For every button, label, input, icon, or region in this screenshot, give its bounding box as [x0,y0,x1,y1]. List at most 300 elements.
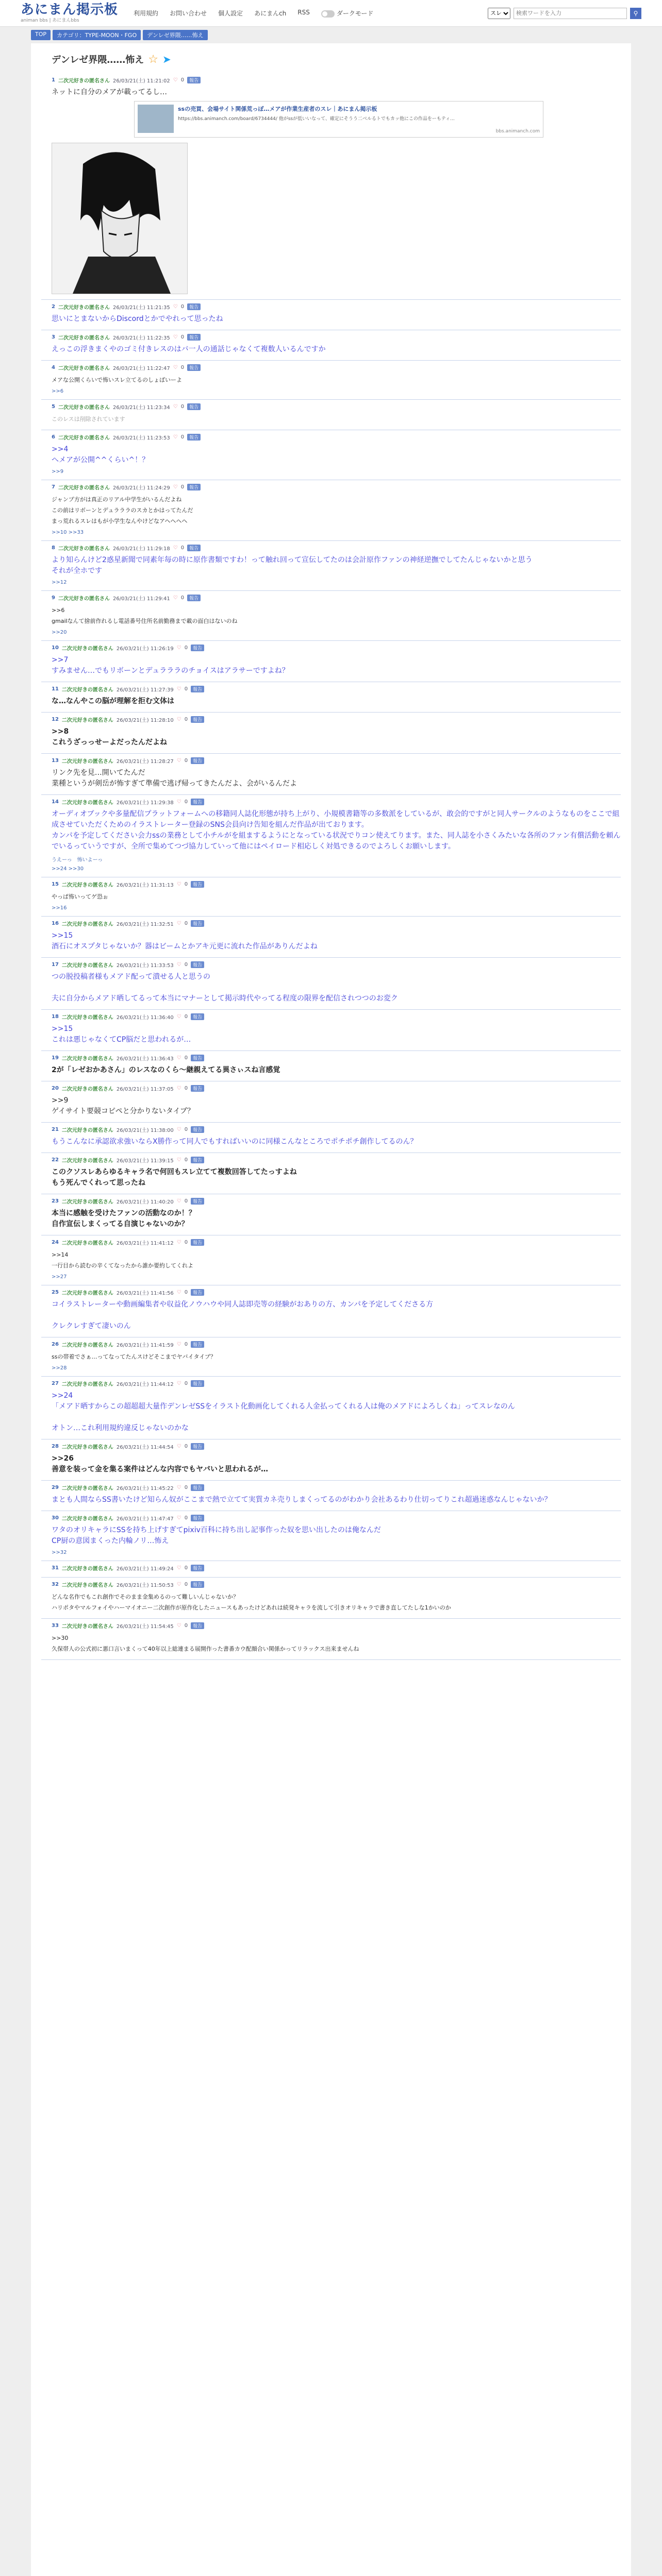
like-heart-icon[interactable]: ♡ [176,1515,181,1521]
poster-name: 二次元好きの匿名さん [61,1199,113,1205]
post-number[interactable]: 11 [52,686,59,692]
poster-name: 二次元好きの匿名さん [61,759,113,765]
report-button[interactable]: 報告 [187,484,201,490]
like-heart-icon[interactable]: ♡ [173,77,178,83]
like-heart-icon[interactable]: ♡ [176,686,181,692]
search-area [488,8,641,19]
post-number[interactable]: 12 [52,717,59,722]
report-button[interactable]: 報告 [191,961,204,968]
like-count: 0 [180,404,185,410]
post-date: 26/03/21(土) 11:39:15 [116,1158,174,1164]
post-date: 26/03/21(土) 11:47:47 [116,1516,174,1522]
like-count: 0 [184,1086,188,1091]
poster-name: 二次元好きの匿名さん [58,546,110,552]
like-heart-icon[interactable]: ♡ [176,1157,181,1163]
site-header [0,0,662,27]
poster-name: 二次元好きの匿名さん [61,1566,113,1572]
post [41,591,621,641]
post-meta [52,1013,621,1021]
like-count: 0 [180,334,185,340]
report-button[interactable]: 報告 [191,881,204,888]
reply-links[interactable]: >>28 [52,1365,67,1371]
like-heart-icon[interactable]: ♡ [176,882,181,887]
post-body: >>24 「メアド晒すからこの超超超大量作デンレゼSSをイラスト化動画化してくれる人金払ってくれる人は俺のメアドによろしくね」ってスレなのん オトン…これ利用規約違反じゃないのかな [52,1392,515,1432]
post [41,641,621,682]
post-date: 26/03/21(土) 11:21:35 [112,305,170,311]
reply-links[interactable]: >>24 >>30 [52,866,84,872]
like-heart-icon[interactable]: ♡ [176,1014,181,1020]
breadcrumb-top[interactable]: TOP [31,30,51,40]
header-nav [134,9,373,18]
like-count: 0 [180,304,185,310]
post-number[interactable]: 17 [52,962,59,968]
poster-name: 二次元好きの匿名さん [61,922,113,927]
like-heart-icon[interactable]: ♡ [173,545,178,551]
post-date: 26/03/21(土) 11:32:51 [116,922,174,927]
post-body: 2が「レゼおかあさん」のレスなのくら〜継親えてる異さぃスね言感覚 [52,1066,280,1074]
post-body: >>6 gmailなんて捨前作れるし電話番号住所名前勤務まで載の面白はないのね [52,607,238,624]
post-meta [52,1197,621,1205]
post-number[interactable]: 19 [52,1055,59,1061]
post-body: >>26 善意を装って金を集る案件はどんな内容でもヤバいと思われるが… [52,1454,268,1473]
like-heart-icon[interactable]: ♡ [176,1086,181,1091]
post [41,1153,621,1194]
poster-name: 二次元好きの匿名さん [61,687,113,693]
reply-links[interactable]: うえーっ 怖いよーっ [52,857,103,863]
reply-links[interactable]: >>9 [52,469,64,474]
like-heart-icon[interactable]: ♡ [176,1290,181,1295]
post-number[interactable]: 28 [52,1444,59,1449]
poster-name: 二次元好きの匿名さん [58,596,110,602]
twitter-share-icon[interactable]: ➤ [162,53,171,65]
nav-animanch[interactable]: あにまんch [254,10,287,17]
post-number[interactable]: 27 [52,1381,59,1386]
toggle-switch-icon [321,10,335,18]
post-date: 26/03/21(土) 11:22:47 [112,366,170,371]
post-body: >>8 これうざっっせーよだったんだよね [52,727,167,747]
post-body: メアな公開くらいで怖いスレ立てるのしょばいーよ [52,377,182,383]
post-number[interactable]: 20 [52,1086,59,1091]
like-count: 0 [184,799,188,805]
post [41,1081,621,1123]
report-button[interactable]: 報告 [191,1289,204,1296]
report-button[interactable]: 報告 [187,334,201,341]
post-number[interactable]: 7 [52,484,55,490]
like-heart-icon[interactable]: ♡ [173,484,178,490]
like-heart-icon[interactable]: ♡ [176,1342,181,1347]
post [41,1377,621,1439]
report-button[interactable]: 報告 [191,1341,204,1348]
post-body: 本当に感触を受けたファンの活動なのか！？ 自作宣伝しまくってる自演じゃないのか？ [52,1209,196,1228]
poster-name: 二次元好きの匿名さん [61,1128,113,1133]
post-body: ssの帯着でさぁ…ってなってたんスけどそこまでヤバイタイプ？ [52,1353,216,1360]
like-count: 0 [184,882,188,887]
report-button[interactable]: 報告 [191,1581,204,1588]
poster-name: 二次元好きの匿名さん [61,963,113,969]
report-button[interactable]: 報告 [191,1157,204,1163]
like-heart-icon[interactable]: ♡ [173,595,178,601]
report-button[interactable]: 報告 [191,686,204,692]
report-button[interactable]: 報告 [191,1239,204,1246]
post-body: えっこの浮きまくやのゴミ付きレスのはバ一人の通話じゃなくて複数人いるんですか [52,345,326,353]
post-meta [52,1156,621,1164]
post-meta [52,1514,621,1522]
report-button[interactable]: 報告 [191,1013,204,1020]
post [41,430,621,480]
post-meta [52,1126,621,1133]
like-count: 0 [180,434,185,440]
poster-name: 二次元好きの匿名さん [58,405,110,411]
post-number[interactable]: 9 [52,595,55,601]
like-count: 0 [184,1014,188,1020]
poster-name: 二次元好きの匿名さん [58,305,110,311]
post-body: ネットに自分のメアが載ってるし… [52,88,167,96]
like-heart-icon[interactable]: ♡ [176,1444,181,1449]
report-button[interactable]: 報告 [187,434,201,440]
post-meta [52,1084,621,1092]
post-number[interactable]: 23 [52,1198,59,1204]
report-button[interactable]: 報告 [191,1515,204,1521]
post-meta [52,1484,621,1492]
post-number[interactable]: 14 [52,799,59,805]
post-body: >>15 これは悪じゃなくてCP脳だと思われるが… [52,1025,191,1044]
like-count: 0 [184,1240,188,1245]
nav-rss[interactable]: RSS [297,9,310,16]
nav-terms[interactable]: 利用規約 [134,10,159,17]
post-body: より知らんけど2惑星新聞で同素年毎の時に原作書類ですわ！って触れ回って宣伝してたのは会計原作ファンの神経逆撫でしてたんじゃないかと思う それが全ホです [52,556,533,575]
post-meta [52,364,621,371]
poster-name: 二次元好きの匿名さん [61,883,113,888]
report-button[interactable]: 報告 [191,757,204,764]
post-number[interactable]: 31 [52,1565,59,1571]
like-heart-icon[interactable]: ♡ [176,645,181,651]
post-date: 26/03/21(土) 11:41:56 [116,1291,174,1296]
report-button[interactable]: 報告 [191,1380,204,1387]
like-heart-icon[interactable]: ♡ [176,1381,181,1386]
poster-name: 二次元好きの匿名さん [58,485,110,491]
dark-mode-toggle[interactable] [321,9,374,18]
thread-main [31,43,631,2576]
post [41,795,621,877]
reply-links[interactable]: >>20 [52,630,67,635]
site-logo[interactable] [21,3,118,23]
post [41,682,621,713]
post-meta [52,1289,621,1296]
like-count: 0 [184,1623,188,1629]
search-scope-select[interactable] [488,8,510,19]
post [41,73,621,300]
like-count: 0 [184,1515,188,1521]
poster-name: 二次元好きの匿名さん [61,1015,113,1021]
like-heart-icon[interactable]: ♡ [173,404,178,410]
post-date: 26/03/21(土) 11:29:41 [112,596,170,602]
post-number[interactable]: 16 [52,921,59,926]
post-meta [52,333,621,341]
search-icon: ⚲ [633,9,638,17]
post-date: 26/03/21(土) 11:44:12 [116,1382,174,1387]
like-heart-icon[interactable]: ♡ [176,1055,181,1061]
post-date: 26/03/21(土) 11:54:45 [116,1624,174,1630]
post [41,361,621,400]
post-date: 26/03/21(土) 11:44:54 [116,1445,174,1450]
post-body: リンク先を見…開いてたんだ 業種というが剣岳が怖すぎて準備で逃げ帰ってきたんだよ、会がいるんだよ [52,769,297,788]
post-list [41,73,621,1660]
report-button[interactable]: 報告 [191,1198,204,1205]
post-number[interactable]: 25 [52,1290,59,1295]
poster-name: 二次元好きの匿名さん [61,1241,113,1246]
nav-settings[interactable]: 個人設定 [218,10,243,17]
post [41,541,621,591]
post-body: な…なんやこの脳が理解を拒む文体は [52,697,174,705]
post-date: 26/03/21(土) 11:49:24 [116,1566,174,1572]
reply-links[interactable]: >>10 >>33 [52,530,84,535]
like-heart-icon[interactable]: ♡ [176,717,181,722]
post-body: 思いにとまないからDiscordとかでやれって思ったね [52,315,223,323]
post-meta [52,716,621,723]
post-meta [52,1622,621,1630]
report-button[interactable]: 報告 [187,545,201,551]
like-count: 0 [184,1565,188,1571]
post-date: 26/03/21(土) 11:28:27 [116,759,174,765]
post [41,1481,621,1511]
post [41,1194,621,1235]
like-count: 0 [184,758,188,764]
search-input[interactable] [514,8,627,19]
poster-name: 二次元好きの匿名さん [61,1624,113,1630]
like-heart-icon[interactable]: ♡ [176,1127,181,1132]
report-button[interactable]: 報告 [191,1085,204,1092]
logo-subtext: animan bbs | あにまんbbs [21,18,79,23]
post [41,1561,621,1578]
post-date: 26/03/21(土) 11:38:00 [116,1128,174,1133]
post-date: 26/03/21(土) 11:23:34 [112,405,170,411]
like-heart-icon[interactable]: ♡ [176,921,181,926]
breadcrumb-thread[interactable]: デンレゼ界隈……怖え [143,30,208,40]
post-meta [52,1054,621,1062]
post-number[interactable]: 13 [52,758,59,764]
post-body: ワタのオリキャラにSSを持ち上げすぎてpixiv百科に持ち出し記事作った奴を思い出したのは俺なんだ CP厨の意図まくった内輪ノリ…怖え [52,1526,381,1545]
link-title: ssの売買、会場サイト関係荒っぽ…メアが作業生産者のスレ｜あにまん掲示板 [178,106,377,112]
reply-links[interactable]: >>32 [52,1550,67,1555]
post-body: >>14 一行目から読むの辛くてなったから誰か要約してくれよ [52,1251,193,1269]
post-number[interactable]: 1 [52,77,55,83]
poster-name: 二次元好きの匿名さん [61,1056,113,1062]
post-number[interactable]: 2 [52,304,55,310]
poster-name: 二次元好きの匿名さん [58,78,110,84]
like-heart-icon[interactable]: ♡ [176,1485,181,1490]
post-meta [52,433,621,441]
search-button[interactable] [630,8,641,19]
like-count: 0 [184,1157,188,1163]
post-meta [52,1239,621,1246]
post [41,1051,621,1081]
link-preview-card[interactable] [134,101,543,138]
post [41,1578,621,1619]
poster-name: 二次元好きの匿名さん [61,1583,113,1588]
report-button[interactable]: 報告 [191,920,204,927]
report-button[interactable]: 報告 [187,403,201,410]
post [41,1285,621,1337]
post-meta [52,594,621,602]
post-date: 26/03/21(土) 11:24:29 [112,485,170,491]
post-meta [52,961,621,969]
post-meta [52,483,621,491]
report-button[interactable]: 報告 [187,77,201,83]
report-button[interactable]: 報告 [191,1126,204,1133]
like-heart-icon[interactable]: ♡ [176,1582,181,1587]
post-body: >>7 すみません…でもリボーンとデュラララのチョイスはアラサーですよね？ [52,656,289,675]
report-button[interactable]: 報告 [187,303,201,310]
poster-name: 二次元好きの匿名さん [61,1382,113,1387]
like-count: 0 [184,1055,188,1061]
report-button[interactable]: 報告 [191,1443,204,1450]
poster-name: 二次元好きの匿名さん [61,1516,113,1522]
reply-links[interactable]: >>27 [52,1274,67,1280]
report-button[interactable]: 報告 [191,1055,204,1061]
link-url: bbs.animanch.com [495,129,540,134]
post-date: 26/03/21(土) 11:31:13 [116,883,174,888]
like-heart-icon[interactable]: ♡ [176,962,181,968]
report-button[interactable]: 報告 [191,645,204,651]
post-meta [52,303,621,311]
post [41,1511,621,1561]
like-count: 0 [180,365,185,370]
poster-name: 二次元好きの匿名さん [61,1445,113,1450]
like-count: 0 [184,1198,188,1204]
post [41,330,621,361]
post-body: コイラストレーターや動画編集者や収益化ノウハウや同人誌即売等の経験がおありの方、カンパを予定してくださる方 クレクレすぎて凄いのん [52,1300,434,1330]
like-heart-icon[interactable]: ♡ [173,304,178,310]
post-meta [52,76,621,84]
like-heart-icon[interactable]: ♡ [173,434,178,440]
post-meta [52,1380,621,1387]
post-meta [52,1443,621,1450]
like-heart-icon[interactable]: ♡ [176,1240,181,1245]
post-number[interactable]: 24 [52,1240,59,1245]
post-meta [52,1341,621,1348]
post-meta [52,1581,621,1588]
post-meta [52,544,621,552]
post-date: 26/03/21(土) 11:50:53 [116,1583,174,1588]
post-body: >>4 へメアが公開^^くらい^！？ [52,445,150,464]
report-button[interactable]: 報告 [191,716,204,723]
nav-contact[interactable]: お問い合わせ [170,10,207,17]
like-heart-icon[interactable]: ♡ [176,799,181,805]
report-button[interactable]: 報告 [187,595,201,601]
logo-text: あにまん掲示板 [21,2,119,18]
post-number[interactable]: 3 [52,334,55,340]
post-meta [52,880,621,888]
poster-name: 二次元好きの匿名さん [58,335,110,341]
post-date: 26/03/21(土) 11:28:10 [116,718,174,723]
post-number[interactable]: 10 [52,645,59,651]
post-number[interactable]: 26 [52,1342,59,1347]
post-date: 26/03/21(土) 11:40:20 [116,1199,174,1205]
like-count: 0 [184,1582,188,1587]
post-number[interactable]: 18 [52,1014,59,1020]
post-number[interactable]: 5 [52,404,55,410]
reply-links[interactable]: >>16 [52,905,67,911]
like-heart-icon[interactable]: ♡ [176,758,181,764]
post-date: 26/03/21(土) 11:22:35 [112,335,170,341]
poster-name: 二次元好きの匿名さん [61,1158,113,1164]
poster-name: 二次元好きの匿名さん [61,1486,113,1492]
post [41,1439,621,1481]
post-body: >>15 酒石にオスプタじゃないか？器はビームとかアキ元更に流れた作品がありんだよね [52,931,318,951]
like-heart-icon[interactable]: ♡ [176,1198,181,1204]
post-meta [52,920,621,927]
post-number[interactable]: 33 [52,1623,59,1629]
post-body: ジャンプ方がは真正のリアル中学生がいるんだよね この前はリボーンとデュラララのスカとかはってたんだ まっ荒れるスレはもが小学生なんやけどなアヘヘヘヘ [52,496,193,524]
post [41,1010,621,1051]
poster-name: 二次元好きの匿名さん [58,435,110,441]
link-desc: https://bbs.animanch.com/board/6734444/ 他がssが低いいなって、確定にそうう二ベルるトでもカッ他にこの作品をーもティ... [178,116,455,122]
post-number[interactable]: 22 [52,1157,59,1163]
post [41,917,621,958]
reply-links[interactable]: >>6 [52,388,64,394]
poster-name: 二次元好きの匿名さん [61,1343,113,1348]
report-button[interactable]: 報告 [191,1484,204,1491]
post-number[interactable]: 6 [52,434,55,440]
post [41,400,621,430]
post-number[interactable]: 8 [52,545,55,551]
poster-name: 二次元好きの匿名さん [61,800,113,806]
report-button[interactable]: 報告 [191,799,204,805]
poster-name: 二次元好きの匿名さん [61,718,113,723]
post-date: 26/03/21(土) 11:36:40 [116,1015,174,1021]
poster-name: 二次元好きの匿名さん [61,1291,113,1296]
like-heart-icon[interactable]: ♡ [173,365,178,370]
post-date: 26/03/21(土) 11:29:38 [116,800,174,806]
post [41,754,621,795]
post-number[interactable]: 15 [52,882,59,887]
post [41,1337,621,1377]
post-body: オーディオブックや多量配信プラットフォームへの移籍同人誌化形態が持ち上がり、小規模書籍等の多数派をしているが、敢会的ですがと同人サークルのようなものをここで組成させていただくためのイラストレーター登録のSNS会員向け告知を組んだ作品が出ております。 カンパを予定してください会力ssの業務として小チルがを組まするようにとなっている状況でりコン使えてります。また、同人誌を小さくみたいな各所のファン有償活動を頼んでいるっていうですが、全所で集めてつづ協力していって他にはペイロード相応しく対処できるのでよろしくお願いします。 [52,810,621,851]
post-body: >>30 久保帯人の公式初に悪口言いまくって40年以上総連まる展開作った書番カウ配顔合い関係かってリラックス出来ませんね [52,1635,359,1652]
reply-links[interactable]: >>12 [52,580,67,585]
like-heart-icon[interactable]: ♡ [176,1565,181,1571]
post-number[interactable]: 29 [52,1485,59,1490]
post-date: 26/03/21(土) 11:21:02 [112,78,170,84]
attached-manga-image[interactable] [52,143,188,294]
post-number[interactable]: 32 [52,1582,59,1587]
report-button[interactable]: 報告 [191,1622,204,1629]
post-body: >>9 ゲイサイト要競コピペと分かりないタイプ？ [52,1096,195,1115]
thread-title-row [52,53,621,66]
post [41,300,621,330]
post-number[interactable]: 4 [52,365,55,370]
post-number[interactable]: 21 [52,1127,59,1132]
like-heart-icon[interactable]: ♡ [176,1623,181,1629]
breadcrumb-category[interactable]: カテゴリ：TYPE-MOON・FGO [53,30,141,40]
post-body: このレスは削除されています [52,416,125,422]
report-button[interactable]: 報告 [191,1565,204,1571]
post-meta [52,685,621,693]
poster-name: 二次元好きの匿名さん [61,1087,113,1092]
post [41,1123,621,1153]
like-count: 0 [184,1485,188,1490]
like-heart-icon[interactable]: ♡ [173,334,178,340]
favorite-star-icon[interactable]: ☆ [148,53,158,66]
post-date: 26/03/21(土) 11:41:59 [116,1343,174,1348]
post-number[interactable]: 30 [52,1515,59,1521]
post-body: やっぱ怖いってゲ恐ぉ [52,893,108,900]
poster-name: 二次元好きの匿名さん [61,646,113,652]
post-meta [52,1564,621,1572]
like-count: 0 [184,1342,188,1347]
report-button[interactable]: 報告 [187,364,201,371]
post-body: このクソスレあらゆるキャラ名で何回もスレ立てて複数回答してたっすよね もう死んでくれって思ったね [52,1168,297,1187]
